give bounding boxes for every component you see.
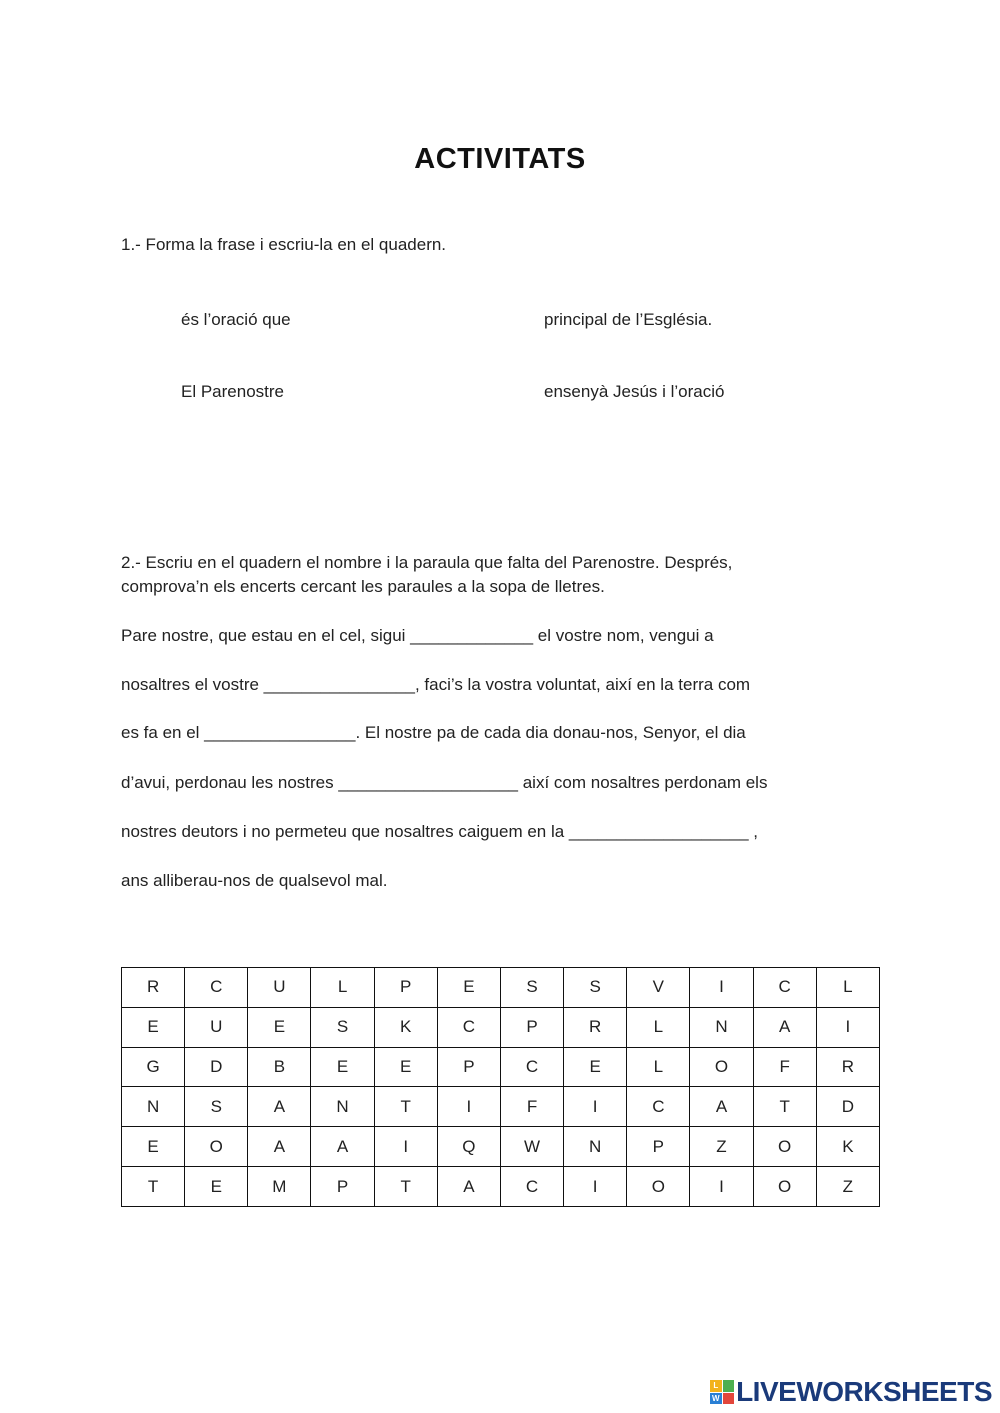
- grid-cell[interactable]: W: [500, 1127, 563, 1167]
- grid-cell[interactable]: T: [122, 1167, 185, 1207]
- prayer-line: d’avui, perdonau les nostres ___________________ així com nosaltres perdonam els: [121, 773, 768, 792]
- grid-cell[interactable]: O: [690, 1047, 753, 1087]
- grid-cell[interactable]: R: [122, 968, 185, 1008]
- grid-cell[interactable]: S: [500, 968, 563, 1008]
- grid-cell[interactable]: P: [627, 1127, 690, 1167]
- grid-row: [122, 968, 880, 1008]
- grid-cell[interactable]: E: [248, 1007, 311, 1047]
- grid-cell[interactable]: I: [690, 1167, 753, 1207]
- grid-cell[interactable]: E: [311, 1047, 374, 1087]
- grid-cell[interactable]: T: [753, 1087, 816, 1127]
- grid-row: [122, 1047, 880, 1087]
- grid-cell[interactable]: R: [816, 1047, 879, 1087]
- prayer-line: nosaltres el vostre ________________, faci’s la vostra voluntat, així en la terra com: [121, 675, 751, 694]
- grid-cell[interactable]: O: [627, 1167, 690, 1207]
- grid-cell[interactable]: Q: [437, 1127, 500, 1167]
- prayer-line: Pare nostre, que estau en el cel, sigui _____________ el vostre nom, vengui a: [121, 626, 714, 645]
- grid-cell[interactable]: D: [816, 1087, 879, 1127]
- grid-cell[interactable]: C: [753, 968, 816, 1008]
- grid-cell[interactable]: P: [500, 1007, 563, 1047]
- grid-cell[interactable]: K: [816, 1127, 879, 1167]
- grid-cell[interactable]: A: [437, 1167, 500, 1207]
- grid-cell[interactable]: I: [816, 1007, 879, 1047]
- grid-cell[interactable]: E: [374, 1047, 437, 1087]
- grid-cell[interactable]: C: [185, 968, 248, 1008]
- grid-cell[interactable]: A: [248, 1087, 311, 1127]
- grid-cell[interactable]: I: [564, 1167, 627, 1207]
- grid-cell[interactable]: P: [311, 1167, 374, 1207]
- grid-cell[interactable]: N: [564, 1127, 627, 1167]
- grid-cell[interactable]: E: [564, 1047, 627, 1087]
- grid-cell[interactable]: F: [753, 1047, 816, 1087]
- grid-cell[interactable]: C: [500, 1167, 563, 1207]
- grid-cell[interactable]: I: [690, 968, 753, 1008]
- grid-cell[interactable]: S: [564, 968, 627, 1008]
- grid-row: [122, 1087, 880, 1127]
- grid-cell[interactable]: C: [627, 1087, 690, 1127]
- grid-cell[interactable]: B: [248, 1047, 311, 1087]
- sentence-fragment: ensenyà Jesús i l’oració: [544, 382, 725, 401]
- activity2-instruction: [121, 551, 841, 599]
- grid-cell[interactable]: E: [185, 1167, 248, 1207]
- prayer-line: es fa en el ________________. El nostre pa de cada dia donau-nos, Senyor, el dia: [121, 723, 746, 742]
- logo-mark-square: [723, 1393, 735, 1405]
- grid-cell[interactable]: A: [248, 1127, 311, 1167]
- grid-cell[interactable]: A: [311, 1127, 374, 1167]
- grid-row: [122, 1167, 880, 1207]
- grid-cell[interactable]: I: [564, 1087, 627, 1127]
- activity2-instruction-line: 2.- Escriu en el quadern el nombre i la paraula que falta del Parenostre. Després,: [121, 553, 733, 572]
- sentence-fragment: és l’oració que: [181, 310, 291, 329]
- grid-cell[interactable]: Z: [690, 1127, 753, 1167]
- prayer-line: nostres deutors i no permeteu que nosaltres caiguem en la ___________________ ,: [121, 822, 759, 841]
- prayer-line: ans alliberau-nos de qualsevol mal.: [121, 871, 388, 890]
- logo-text: LIVEWORKSHEETS: [736, 1376, 992, 1407]
- grid-row: [122, 1127, 880, 1167]
- sentence-fragment: principal de l’Església.: [544, 310, 713, 329]
- grid-cell[interactable]: N: [311, 1087, 374, 1127]
- grid-cell[interactable]: C: [437, 1007, 500, 1047]
- grid-cell[interactable]: L: [816, 968, 879, 1008]
- activity2-instruction-line: comprova’n els encerts cercant les paraules a la sopa de lletres.: [121, 577, 605, 596]
- word-search-grid: [121, 967, 880, 1207]
- logo-mark-letter: L: [710, 1380, 722, 1392]
- grid-cell[interactable]: S: [185, 1087, 248, 1127]
- grid-cell[interactable]: E: [437, 968, 500, 1008]
- grid-cell[interactable]: T: [374, 1087, 437, 1127]
- grid-cell[interactable]: I: [374, 1127, 437, 1167]
- liveworksheets-logo: [710, 1377, 992, 1407]
- grid-cell[interactable]: L: [627, 1007, 690, 1047]
- grid-cell[interactable]: F: [500, 1087, 563, 1127]
- grid-cell[interactable]: V: [627, 968, 690, 1008]
- grid-cell[interactable]: O: [753, 1127, 816, 1167]
- grid-cell[interactable]: P: [374, 968, 437, 1008]
- grid-cell[interactable]: Z: [816, 1167, 879, 1207]
- logo-mark-letter: W: [712, 1393, 720, 1403]
- grid-cell[interactable]: E: [122, 1127, 185, 1167]
- grid-cell[interactable]: R: [564, 1007, 627, 1047]
- logo-mark-icon: [710, 1380, 734, 1404]
- grid-cell[interactable]: T: [374, 1167, 437, 1207]
- grid-cell[interactable]: N: [122, 1087, 185, 1127]
- grid-cell[interactable]: E: [122, 1007, 185, 1047]
- grid-cell[interactable]: L: [311, 968, 374, 1008]
- grid-cell[interactable]: D: [185, 1047, 248, 1087]
- grid-cell[interactable]: A: [690, 1087, 753, 1127]
- grid-cell[interactable]: O: [753, 1167, 816, 1207]
- grid-row: [122, 1007, 880, 1047]
- activity1-instruction: 1.- Forma la frase i escriu-la en el quadern.: [121, 235, 447, 254]
- grid-cell[interactable]: K: [374, 1007, 437, 1047]
- grid-cell[interactable]: C: [500, 1047, 563, 1087]
- grid-cell[interactable]: S: [311, 1007, 374, 1047]
- grid-cell[interactable]: U: [248, 968, 311, 1008]
- grid-cell[interactable]: I: [437, 1087, 500, 1127]
- grid-cell[interactable]: A: [753, 1007, 816, 1047]
- logo-mark-square: [723, 1380, 735, 1392]
- grid-cell[interactable]: G: [122, 1047, 185, 1087]
- grid-cell[interactable]: N: [690, 1007, 753, 1047]
- grid-cell[interactable]: M: [248, 1167, 311, 1207]
- grid-cell[interactable]: L: [627, 1047, 690, 1087]
- sentence-fragment: El Parenostre: [181, 382, 284, 401]
- grid-cell[interactable]: U: [185, 1007, 248, 1047]
- page-title: ACTIVITATS: [414, 143, 586, 175]
- grid-cell[interactable]: P: [437, 1047, 500, 1087]
- grid-cell[interactable]: O: [185, 1127, 248, 1167]
